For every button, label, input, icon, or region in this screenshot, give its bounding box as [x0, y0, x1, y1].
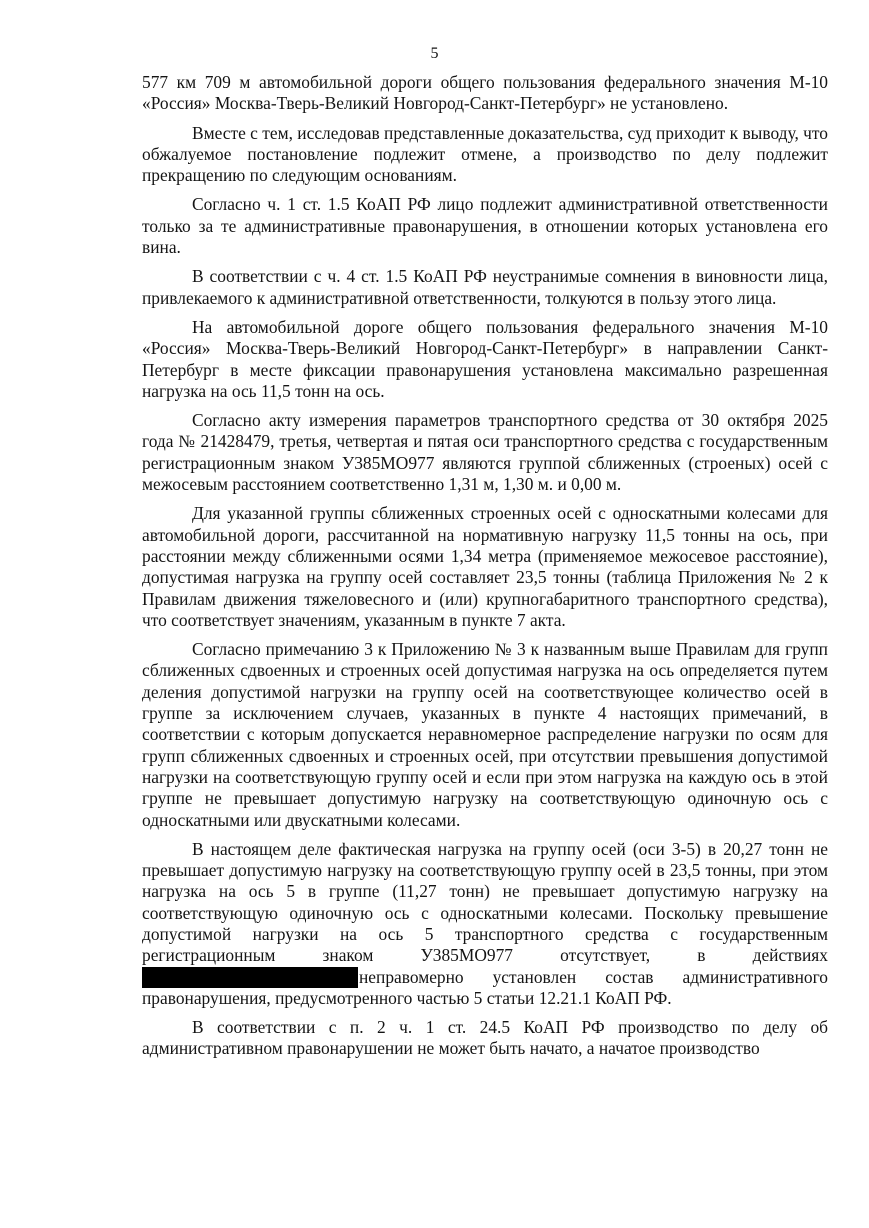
paragraph-8: Согласно примечанию 3 к Приложению № 3 к названным выше Правилам для групп сближенных сдвоенных и строенных осей допустимая нагрузка на ось определяется путем деления допустимой нагрузки на группу осей на соответствующее количество осей в группе за исключением случаев, указанных в пункте 4 настоящих примечаний, в соответствии с которым допускается неравномерное распределение нагрузки по осям для групп сближенных сдвоенных и строенных осей, при отсутствии превышения допустимой нагрузки на соответствующую группу осей и если при этом нагрузка на каждую ось в этой группе не превышает допустимую нагрузку на соответствующую одиночную ось с односкатными или двускатными колесами.	[142, 639, 828, 830]
paragraph-6: Согласно акту измерения параметров транспортного средства от 30 октября 2025 года № 21428479, третья, четвертая и пятая оси транспортного средства с государственным регистрационным знаком У385МО977 являются группой сближенных (строеных) осей с межосевым расстоянием соответственно 1,31 м, 1,30 м. и 0,00 м.	[142, 410, 828, 495]
paragraph-10: В соответствии с п. 2 ч. 1 ст. 24.5 КоАП РФ производство по делу об административном правонарушении не может быть начато, а начатое производство	[142, 1017, 828, 1059]
paragraph-9	[142, 839, 828, 1009]
paragraph-2: Вместе с тем, исследовав представленные доказательства, суд приходит к выводу, что обжалуемое постановление подлежит отмене, а производство по делу подлежит прекращению по следующим основаниям.	[142, 122, 828, 186]
paragraph-4: В соответствии с ч. 4 ст. 1.5 КоАП РФ неустранимые сомнения в виновности лица, привлекаемого к административной ответственности, толкуются в пользу этого лица.	[142, 266, 828, 308]
paragraph-3: Согласно ч. 1 ст. 1.5 КоАП РФ лицо подлежит административной ответственности только за те административные правонарушения, в отношении которых установлена его вина.	[142, 194, 828, 258]
page-number: 5	[430, 45, 439, 62]
redaction-block	[142, 967, 358, 988]
paragraph-9-before: В настоящем деле фактическая нагрузка на группу осей (оси 3-5) в 20,27 тонн не превышает допустимую нагрузку на соответствующую группу осей в 23,5 тонны, при этом нагрузка на ось 5 в группе (11,27 тонн) не превышает допустимую нагрузку на соответствующую одиночную ось с односкатными колесами. Поскольку превышение допустимой нагрузки на ось 5 транспортного средства с государственным регистрационным знаком У385МО977 отсутствует, в действиях	[142, 838, 828, 966]
paragraph-5: На автомобильной дороге общего пользования федерального значения М-10 «Россия» Москва-Тверь-Великий Новгород-Санкт-Петербург» в направлении Санкт-Петербург в месте фиксации правонарушения установлена максимально разрешенная нагрузка на ось 11,5 тонн на ось.	[142, 316, 828, 401]
paragraph-1: 577 км 709 м автомобильной дороги общего пользования федерального значения М-10 «Россия» Москва-Тверь-Великий Новгород-Санкт-Петербург» не установлено.	[142, 72, 828, 114]
document-body	[142, 72, 828, 1060]
paragraph-9-after: неправомерно установлен состав административного правонарушения, предусмотренного частью 5 статьи 12.21.1 КоАП РФ.	[142, 966, 828, 1008]
paragraph-7: Для указанной группы сближенных строенных осей с односкатными колесами для автомобильной дороги, рассчитанной на нормативную нагрузку 11,5 тонны на ось, при расстоянии между сближенными осями 1,34 метра (применяемое межосевое расстояние), допустимая нагрузка на группу осей составляет 23,5 тонны (таблица Приложения № 2 к Правилам движения тяжеловесного и (или) крупногабаритного транспортного средства), что соответствует значениям, указанным в пункте 7 акта.	[142, 503, 828, 630]
